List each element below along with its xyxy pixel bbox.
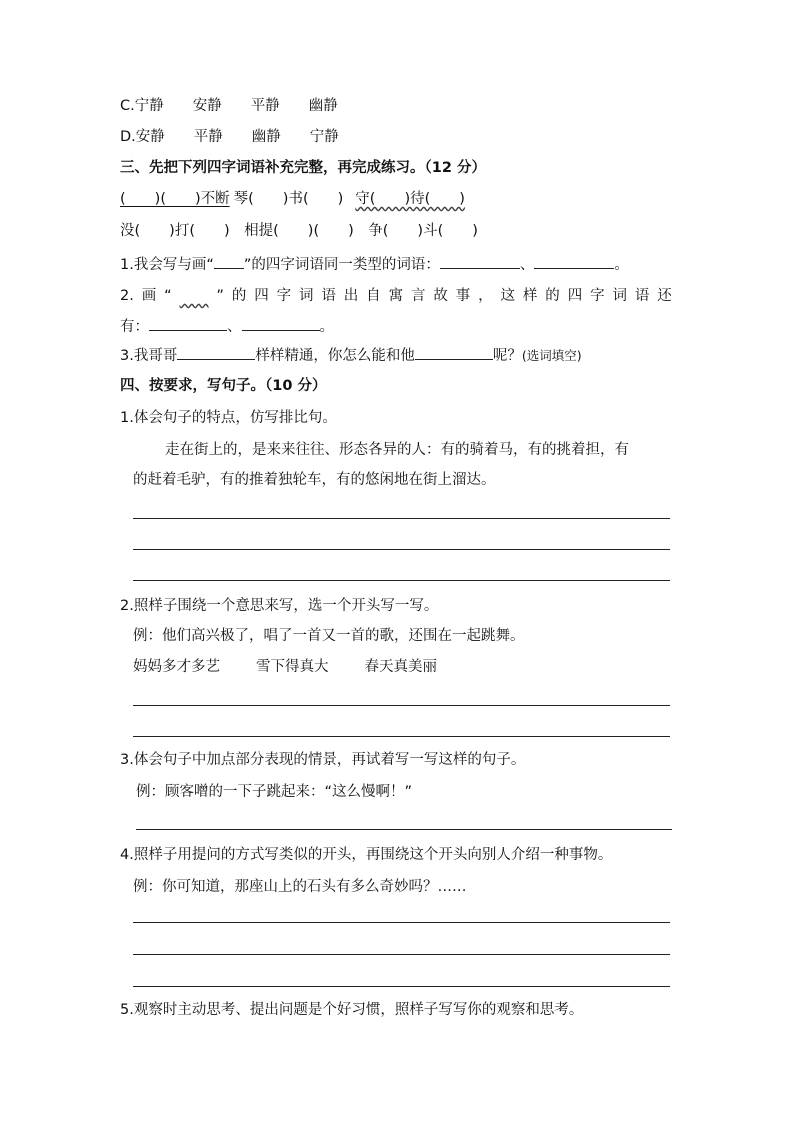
q1-mark-blank <box>214 254 244 269</box>
s4-q1-title: 1.体会句子的特点，仿写排比句。 <box>120 410 337 426</box>
idiom-blank-3[interactable]: 守( )待( ) <box>355 191 465 207</box>
section3-q2-line2: 有： 、 。 <box>120 316 334 337</box>
answer-line[interactable] <box>133 736 670 737</box>
answer-line[interactable] <box>133 580 670 581</box>
q1-answer-blank-2[interactable] <box>534 254 614 269</box>
wavy-mark <box>180 286 209 306</box>
option-d: D.安静 平静 幽静 宁静 <box>120 129 339 145</box>
s4-q1-text-1: 走在街上的，是来来往往、形态各异的人：有的骑着马，有的挑着担，有 <box>165 442 629 458</box>
s4-q1-text-2: 的赶着毛驴，有的推着独轮车，有的悠闲地在街上溜达。 <box>133 472 496 488</box>
answer-line[interactable] <box>133 922 670 923</box>
answer-line[interactable] <box>136 829 672 830</box>
s4-q4-title: 4.照样子用提问的方式写类似的开头，再围绕这个开头向别人介绍一种事物。 <box>120 847 613 863</box>
idiom-row-1 <box>120 189 465 209</box>
s4-q4-example: 例：你可知道，那座山上的石头有多么奇妙吗？…… <box>133 879 467 895</box>
section3-title: 三、先把下列四字词语补充完整，再完成练习。（12 分） <box>120 160 486 176</box>
q3-answer-blank-1[interactable] <box>177 345 255 360</box>
q1-answer-blank-1[interactable] <box>440 254 520 269</box>
s4-q3-example: 例：顾客噌的一下子跳起来：“这么慢啊！” <box>136 784 413 800</box>
answer-line[interactable] <box>133 705 670 706</box>
idiom-row-2[interactable]: 没( )打( ) 相提( )( ) 争( )斗( ) <box>120 223 478 239</box>
answer-line[interactable] <box>133 986 670 987</box>
s4-q2-options <box>133 657 437 677</box>
answer-line[interactable] <box>133 954 670 955</box>
section3-q1: 1.我会写与画“ ”的四字词语同一类型的词语： 、 。 <box>120 254 629 275</box>
opening-option[interactable]: 雪下得真大 <box>256 659 329 675</box>
answer-line[interactable] <box>133 518 670 519</box>
q2-answer-blank-2[interactable] <box>242 316 320 331</box>
opening-option[interactable]: 春天真美丽 <box>364 659 437 675</box>
s4-q2-example: 例：他们高兴极了，唱了一首又一首的歌，还围在一起跳舞。 <box>133 628 525 644</box>
section3-q3: 3.我哥哥 样样精通，你怎么能和他 呢？(选词填空) <box>120 345 582 366</box>
section3-q2-line1: 2. 画 “ ” 的 四 字 词 语 出 自 寓 言 故 事 ， 这 样 的 四 字 词 语 还 <box>120 288 672 304</box>
section4-title: 四、按要求，写句子。（10 分） <box>120 378 327 394</box>
option-c: C.宁静 安静 平静 幽静 <box>120 98 338 114</box>
answer-line[interactable] <box>133 549 670 550</box>
q2-answer-blank-1[interactable] <box>149 316 227 331</box>
s4-q3-title: 3.体会句子中加点部分表现的情景，再试着写一写这样的句子。 <box>120 752 526 768</box>
opening-option[interactable]: 妈妈多才多艺 <box>133 659 220 675</box>
idiom-blank-1[interactable]: ( )( )不断 <box>120 191 230 207</box>
q3-answer-blank-2[interactable] <box>415 345 493 360</box>
s4-q5-title: 5.观察时主动思考、提出问题是个好习惯，照样子写写你的观察和思考。 <box>120 1002 584 1018</box>
s4-q2-title: 2.照样子围绕一个意思来写，选一个开头写一写。 <box>120 598 439 614</box>
idiom-blank-2[interactable]: 琴( )书( ) <box>233 191 344 207</box>
